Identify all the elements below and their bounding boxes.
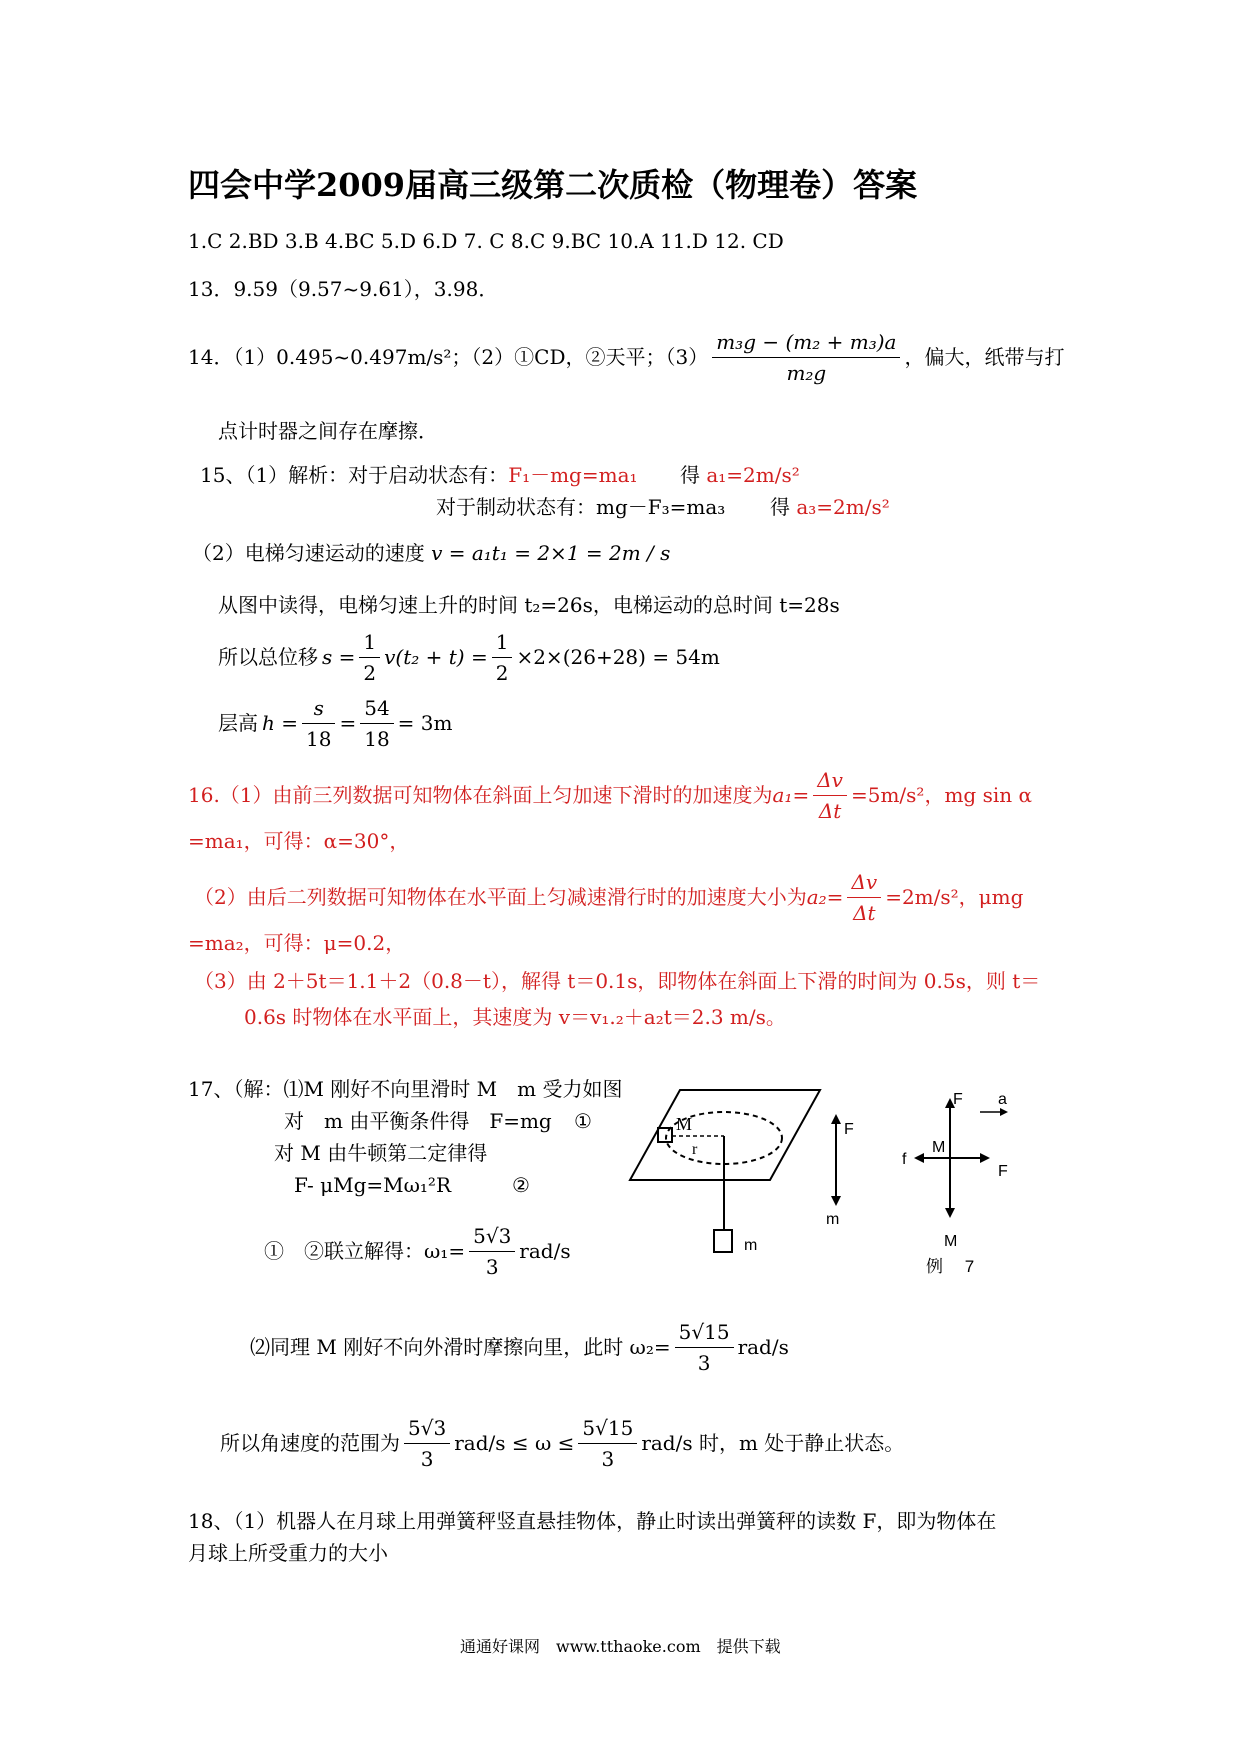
accel-arrow-icon bbox=[1000, 1108, 1008, 1116]
q14-line2: 点计时器之间存在摩擦． bbox=[218, 419, 438, 443]
q14-fraction bbox=[712, 327, 900, 388]
label-M-center: M bbox=[932, 1139, 946, 1156]
q17-range-high-den: 3 bbox=[601, 1446, 615, 1471]
q15-l6-f1d: 18 bbox=[306, 726, 332, 751]
q15-l5-half2 bbox=[492, 627, 513, 688]
q17-l5-text: ① ②联立解得：ω₁= bbox=[264, 1239, 466, 1263]
q15-l6-f2d: 18 bbox=[364, 726, 390, 751]
force-m-figure bbox=[820, 1110, 870, 1230]
q15-l6-end: = 3m bbox=[397, 711, 453, 735]
q15-l2-eq: 对于制动状态有：mg－F₃=ma₃ bbox=[436, 495, 726, 519]
q15-l5-s: s = bbox=[322, 645, 356, 669]
label-m: m bbox=[744, 1237, 758, 1254]
q16-dv2: Δv bbox=[847, 867, 881, 898]
q15-l3-eq: v = a₁t₁ = 2×1 = 2m / s bbox=[431, 541, 671, 565]
q17-line4: F- μMg=Mω₁²R bbox=[294, 1173, 452, 1197]
q17-range-high bbox=[578, 1413, 637, 1474]
q15-l3-text: （2）电梯匀速运动的速度 bbox=[192, 541, 425, 565]
block-m bbox=[714, 1230, 732, 1252]
q17-omega1-num: 5√3 bbox=[469, 1221, 515, 1252]
q17-line5 bbox=[264, 1216, 571, 1286]
q17-l7-text: 所以角速度的范围为 bbox=[220, 1431, 400, 1455]
q17-omega2 bbox=[675, 1317, 734, 1378]
q17-range-low bbox=[404, 1413, 450, 1474]
q17-mark1: ① bbox=[574, 1109, 592, 1133]
label-M-bottom: M bbox=[944, 1233, 958, 1250]
q15-line4: 从图中读得，电梯匀速上升的时间 t₂=26s，电梯运动的总时间 t=28s bbox=[218, 593, 840, 617]
label-f: f bbox=[902, 1151, 907, 1168]
q15-l5-text: 所以总位移 bbox=[218, 645, 318, 669]
q15-l6-frac1 bbox=[302, 693, 335, 754]
q16-l3-text: （2）由后二列数据可知物体在水平面上匀减速滑行时的加速度大小为 bbox=[194, 885, 807, 909]
q15-l5-result: ×2×(26+28) = 54m bbox=[516, 645, 720, 669]
q15-l1-accel: a₁=2m/s² bbox=[706, 463, 800, 487]
q16-l1-result: =5m/s²，mg sin α bbox=[850, 783, 1032, 807]
q16-line5: （3）由 2＋5t＝1.1＋2（0.8－t），解得 t＝0.1s，即物体在斜面上下滑的时间为 0.5s，则 t＝ bbox=[194, 969, 1041, 993]
q17-omega2-den: 3 bbox=[697, 1350, 711, 1375]
q16-l3-a2: a₂= bbox=[806, 885, 844, 909]
q14-prefix: 14．（1）0.495~0.497m/s²；（2）①CD，②天平；（3） bbox=[188, 345, 709, 369]
q15-half-den: 2 bbox=[363, 660, 377, 685]
label-M: M bbox=[676, 1114, 693, 1134]
q16-dt2: Δt bbox=[853, 900, 876, 925]
q15-line5 bbox=[218, 622, 720, 692]
q17-l7-mid: rad/s ≤ ω ≤ bbox=[454, 1431, 575, 1455]
q14-suffix: ，偏大，纸带与打 bbox=[904, 345, 1065, 369]
q17-line1: 17、（解：⑴M 刚好不向里滑时 M m 受力如图 bbox=[188, 1077, 623, 1101]
q15-l2-accel: a₃=2m/s² bbox=[796, 495, 890, 519]
q16-dv: Δv bbox=[813, 765, 847, 796]
q14-frac-num: m₃g − (m₂ + m₃)a bbox=[712, 327, 900, 358]
q16-line3 bbox=[194, 864, 1023, 930]
left-arrow-icon bbox=[914, 1153, 924, 1163]
q18-line2: 月球上所受重力的大小 bbox=[188, 1541, 388, 1565]
q16-l3-result: =2m/s²，μmg bbox=[885, 885, 1024, 909]
q17-line7 bbox=[220, 1408, 904, 1478]
q15-l6-text: 层高 bbox=[218, 711, 258, 735]
q15-l2-de: 得 bbox=[770, 495, 790, 519]
right-arrow-icon bbox=[980, 1153, 990, 1163]
q16-l3-frac bbox=[847, 867, 881, 928]
label-r: r bbox=[692, 1141, 698, 1158]
q15-l5-half bbox=[359, 627, 380, 688]
label-F-right: F bbox=[998, 1163, 1008, 1180]
q16-line4: =ma₂，可得：μ=0.2， bbox=[188, 931, 406, 955]
q16-line6: 0.6s 时物体在水平面上，其速度为 v＝v₁.₂＋a₂t＝2.3 m/s。 bbox=[244, 1005, 786, 1029]
q16-l1-frac bbox=[813, 765, 847, 826]
q17-line3: 对 M 由牛顿第二定律得 bbox=[274, 1141, 488, 1165]
q17-omega1 bbox=[469, 1221, 515, 1282]
q14-frac-den: m₂g bbox=[786, 360, 827, 385]
q16-dt: Δt bbox=[818, 798, 842, 823]
q15-l6-h: h = bbox=[262, 711, 298, 735]
down-arrow-icon bbox=[945, 1208, 955, 1218]
q13-answer: 13．9.59（9.57~9.61），3.98． bbox=[188, 277, 499, 301]
figure-caption: 例 7 bbox=[926, 1257, 975, 1276]
q15-half2-den: 2 bbox=[495, 660, 509, 685]
page-title: 四会中学2009届高三级第二次质检（物理卷）答案 bbox=[188, 166, 918, 204]
q16-line1 bbox=[188, 762, 1032, 828]
q17-range-low-num: 5√3 bbox=[404, 1413, 450, 1444]
q17-l6-unit: rad/s bbox=[737, 1335, 789, 1359]
q15-l5-vt: v(t₂ + t) = bbox=[384, 645, 488, 669]
q15-l1-result bbox=[680, 462, 800, 488]
q15-l2-result bbox=[770, 494, 890, 520]
q15-line2 bbox=[436, 494, 725, 520]
q18-line1: 18、（1）机器人在月球上用弹簧秤竖直悬挂物体，静止时读出弹簧秤的读数 F，即为物体在 bbox=[188, 1509, 997, 1533]
q17-l7-end: rad/s 时，m 处于静止状态。 bbox=[641, 1431, 905, 1455]
q15-l6-f1n: s bbox=[302, 693, 335, 724]
q16-l1-text: 16.（1）由前三列数据可知物体在斜面上匀加速下滑时的加速度为 bbox=[188, 783, 773, 807]
q15-l1-eq: F₁－mg=ma₁ bbox=[508, 463, 638, 487]
mc-answers: 1.C 2.BD 3.B 4.BC 5.D 6.D 7. C 8.C 9.BC 10.A 11.D 12. CD bbox=[188, 229, 784, 253]
q15-line6 bbox=[218, 688, 452, 758]
q15-half-num: 1 bbox=[359, 627, 380, 658]
q16-l1-a1: a₁= bbox=[772, 783, 810, 807]
q15-l6-f2n: 54 bbox=[360, 693, 393, 724]
label-F: F bbox=[844, 1121, 854, 1138]
q17-omega1-den: 3 bbox=[485, 1254, 499, 1279]
q15-line3 bbox=[192, 540, 670, 566]
q17-range-low-den: 3 bbox=[420, 1446, 434, 1471]
q17-line2: 对 m 由平衡条件得 F=mg bbox=[284, 1109, 552, 1133]
q17-omega2-num: 5√15 bbox=[675, 1317, 734, 1348]
q14-line1 bbox=[188, 322, 1064, 392]
q15-l1-de: 得 bbox=[680, 463, 700, 487]
q15-line1 bbox=[200, 462, 638, 488]
label-F-top: F bbox=[953, 1091, 963, 1108]
q17-line6 bbox=[250, 1312, 789, 1382]
q15-l6-frac2 bbox=[360, 693, 393, 754]
q17-range-high-num: 5√15 bbox=[578, 1413, 637, 1444]
q17-l5-unit: rad/s bbox=[519, 1239, 571, 1263]
q17-mark2: ② bbox=[512, 1173, 530, 1197]
q17-l6-text: ⑵同理 M 刚好不向外滑时摩擦向里，此时 ω₂= bbox=[250, 1335, 671, 1359]
force-M-figure bbox=[880, 1090, 1020, 1270]
q15-l6-eq: = bbox=[339, 711, 357, 735]
down-arrow-icon bbox=[831, 1196, 841, 1206]
page-footer: 通通好课网 www.tthaoke.com 提供下载 bbox=[460, 1637, 781, 1656]
q15-l1-label: 15、（1）解析：对于启动状态有： bbox=[200, 463, 509, 487]
up-arrow-icon bbox=[831, 1114, 841, 1124]
label-a: a bbox=[998, 1091, 1007, 1108]
label-m2: m bbox=[826, 1211, 840, 1228]
q16-line2: =ma₁，可得：α=30°， bbox=[188, 829, 410, 853]
q15-half2-num: 1 bbox=[492, 627, 513, 658]
